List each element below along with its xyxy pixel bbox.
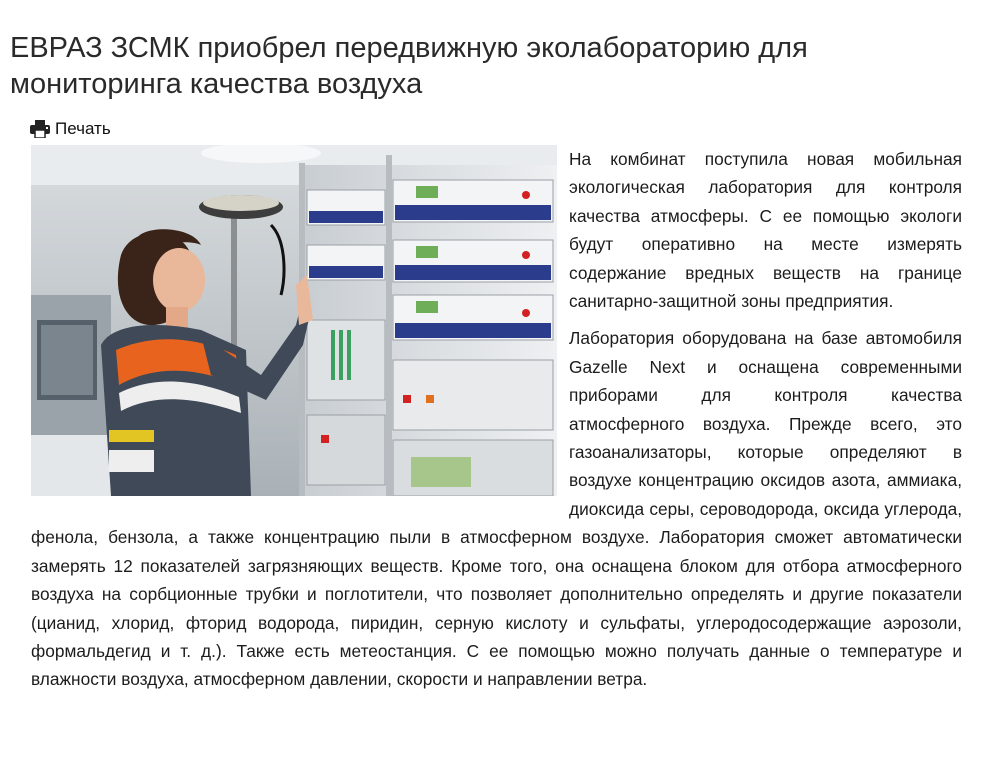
paragraph-2: Лаборатория оборудована на базе автомобиля Gazelle Next и оснащена современными приборами для контроля качества атмосферного воздуха. Прежде всего, это газоанализаторы, которые определяют в воздухе концентрацию оксидов азота, аммиака, диоксида серы, сероводорода, оксида углерода, фенола, бензола, а также концентрацию пыли в атмосферном воздухе. Лаборатория сможет автоматически замерять 12 показателей загрязняющих веществ. Кроме того, она оснащена блоком для отбора атмосферного воздуха на сорбционные трубки и поглотители, что позволяет дополнительно определять и другие показатели (цианид, хлорид, фторид водорода, пиридин, серную кислоту и сульфаты, углеродосодержащие аэрозоли, формальдегид и т. д.). Также есть метеостанция. С ее помощью можно получать данные о температуре и влажности воздуха, атмосферном давлении, скорости и направлении ветра. <box>31 328 962 690</box>
print-label: Печать <box>55 119 111 138</box>
article-title: ЕВРАЗ ЗСМК приобрел передвижную эколабораторию для мониторинга качества воздуха <box>10 32 808 100</box>
printer-icon <box>30 120 50 138</box>
print-button[interactable] <box>30 118 111 140</box>
paragraph-1: На комбинат поступила новая мобильная экологическая лаборатория для контроля качества атмосферы. С ее помощью экологи будут оперативно на месте измерять содержание вредных веществ на границе санитарно-защитной зоны предприятия. <box>569 149 962 312</box>
article-body <box>31 145 962 703</box>
article-photo <box>31 145 557 496</box>
